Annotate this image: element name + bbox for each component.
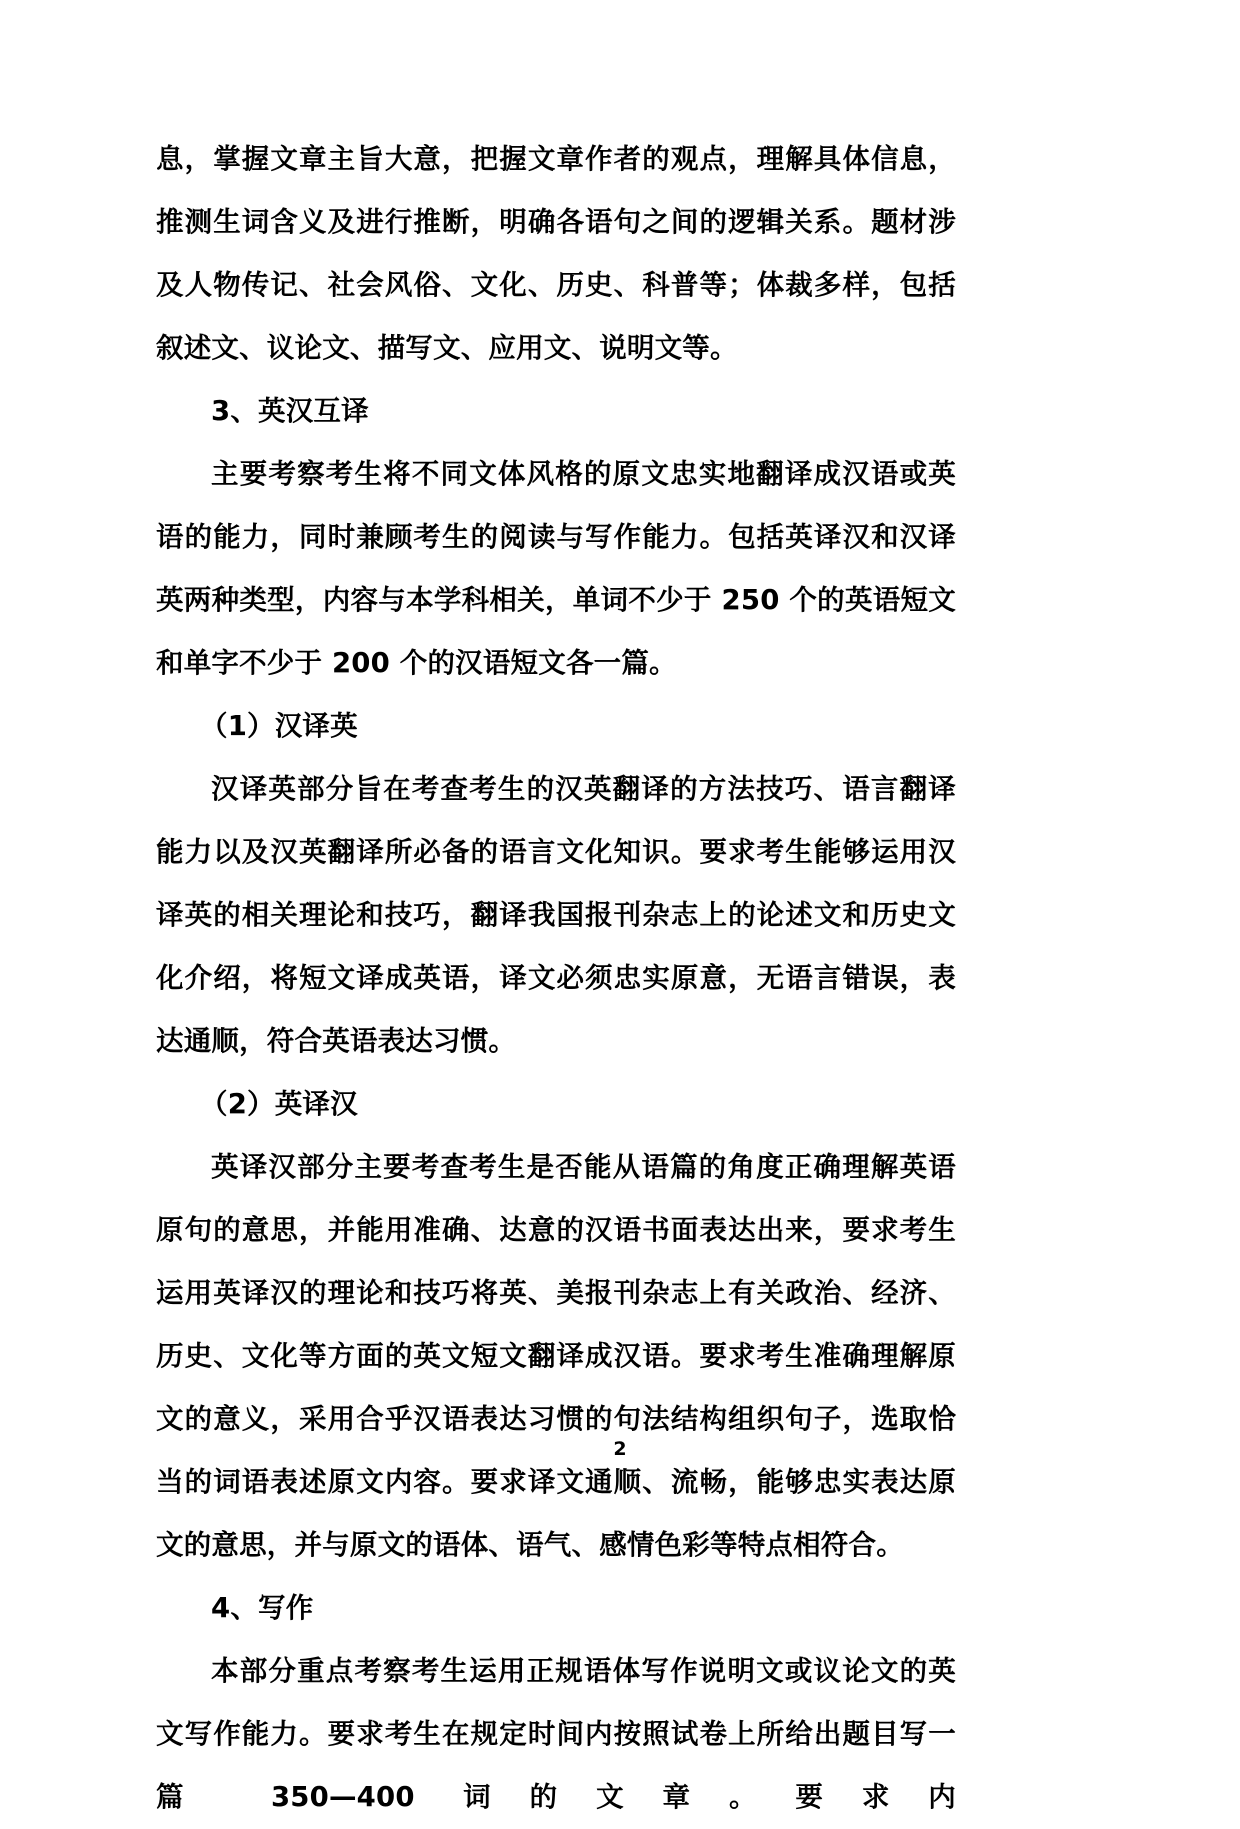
page-content	[156, 128, 956, 1829]
page-number: 2	[613, 1438, 627, 1460]
paragraph-continued: 息，掌握文章主旨大意，把握文章作者的观点，理解具体信息，推测生词含义及进行推断，明确各语句之间的逻辑关系。题材涉及人物传记、社会风俗、文化、历史、科普等；体裁多样，包括叙述文、议论文、描写文、应用文、说明文等。	[156, 143, 956, 364]
section-heading-3: 3、英汉互译	[211, 395, 369, 427]
subsection-2-paragraph: 英译汉部分主要考查考生是否能从语篇的角度正确理解英语原句的意思，并能用准确、达意的汉语书面表达出来，要求考生运用英译汉的理论和技巧将英、美报刊杂志上有关政治、经济、历史、文化等方面的英文短文翻译成汉语。要求考生准确理解原文的意义，采用合乎汉语表达习惯的句法结构组织句子，选取恰当的词语表述原文内容。要求译文通顺、流畅，能够忠实表达原文的意思，并与原文的语体、语气、感情色彩等特点相符合。	[156, 1151, 956, 1561]
subsection-heading-1: （1）汉译英	[200, 710, 358, 742]
subsection-heading-2: （2）英译汉	[200, 1088, 358, 1120]
section-3-paragraph: 主要考察考生将不同文体风格的原文忠实地翻译成汉语或英语的能力，同时兼顾考生的阅读与写作能力。包括英译汉和汉译英两种类型，内容与本学科相关，单词不少于 250 个的英语短文和单字不少于 200 个的汉语短文各一篇。	[156, 458, 956, 679]
subsection-1-paragraph: 汉译英部分旨在考查考生的汉英翻译的方法技巧、语言翻译能力以及汉英翻译所必备的语言文化知识。要求考生能够运用汉译英的相关理论和技巧，翻译我国报刊杂志上的论述文和历史文化介绍，将短文译成英语，译文必须忠实原意，无语言错误，表达通顺，符合英语表达习惯。	[156, 773, 956, 1057]
section-heading-4: 4、写作	[211, 1592, 314, 1624]
section-4-paragraph: 本部分重点考察考生运用正规语体写作说明文或议论文的英文写作能力。要求考生在规定时间内按照试卷上所给出题目写一篇 350—400 词的文章。要求内	[156, 1655, 956, 1813]
